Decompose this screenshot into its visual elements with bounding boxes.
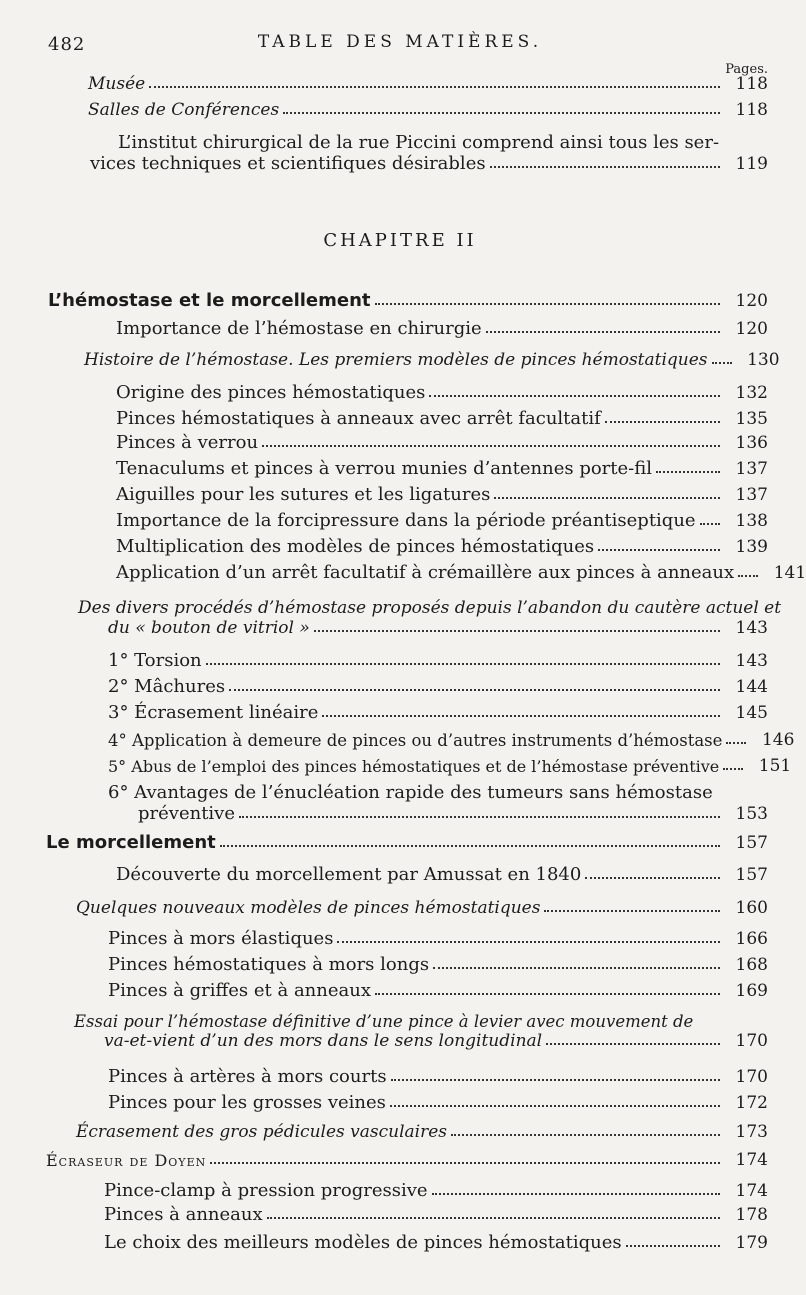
toc-entry (108, 702, 768, 723)
toc-entry-multiline (74, 1012, 768, 1051)
toc-entry-label: Quelques nouveaux modèles de pinces hémostatiques (76, 898, 541, 918)
page-header (0, 28, 800, 58)
toc-entry-page: 118 (735, 100, 768, 120)
dot-leader (451, 1134, 720, 1136)
toc-entry-page: 143 (735, 651, 768, 671)
toc-entry-page: 132 (735, 383, 768, 403)
dot-leader (391, 1079, 720, 1081)
dot-leader (723, 768, 743, 770)
toc-entry-page: 145 (735, 703, 768, 723)
dot-leader (210, 1162, 720, 1164)
dot-leader (486, 331, 720, 333)
dot-leader (283, 112, 720, 114)
toc-entry (108, 1092, 768, 1113)
dot-leader (390, 1105, 720, 1107)
dot-leader (490, 166, 720, 168)
toc-entry-label: Histoire de l’hémostase. Les premiers modèles de pinces hémostatiques (84, 350, 708, 370)
dot-leader (626, 1245, 720, 1247)
toc-entry-label: Découverte du morcellement par Amussat en 1840 (116, 864, 582, 885)
toc-entry-label: Pinces hémostatiques à mors longs (108, 954, 430, 975)
toc-entry (108, 650, 768, 671)
dot-leader (322, 715, 720, 717)
toc-entry (88, 74, 768, 94)
toc-entry-label: Multiplication des modèles de pinces hémostatiques (116, 536, 595, 557)
toc-entry-label: Pinces hémostatiques à anneaux avec arrêt facultatif (116, 408, 601, 429)
toc-entry-label: Musée (88, 74, 146, 94)
toc-entry-page: 166 (735, 929, 768, 949)
toc-entry-page: 178 (735, 1205, 768, 1225)
toc-entry-label: Pinces à mors élastiques (108, 928, 334, 949)
toc-section-label: Le morcellement (46, 832, 216, 853)
dot-leader (738, 575, 758, 577)
dot-leader (239, 816, 720, 818)
toc-entry-label: Écrasement des gros pédicules vasculaires (76, 1122, 447, 1142)
dot-leader (314, 630, 720, 632)
toc-entry (88, 100, 768, 120)
toc-entry-page: 120 (735, 319, 768, 339)
dot-leader (206, 663, 720, 665)
toc-entry (84, 350, 780, 370)
dot-leader (544, 910, 720, 912)
chapter-title: CHAPITRE II (323, 230, 477, 251)
toc-entry-label: préventive (138, 803, 236, 824)
toc-entry-page: 170 (735, 1067, 768, 1087)
toc-entry-label: 1° Torsion (108, 650, 202, 671)
toc-entry-page: 138 (735, 511, 768, 531)
toc-entry-page: 139 (735, 537, 768, 557)
toc-section-label: Écraseur de Doyen (46, 1151, 207, 1170)
toc-entry (116, 536, 768, 557)
toc-entry (46, 1150, 768, 1170)
running-title: TABLE DES MATIÈRES. (257, 32, 543, 52)
institut-paragraph (90, 132, 768, 174)
toc-entry (46, 832, 768, 853)
toc-entry-label: Essai pour l’hémostase définitive d’une pince à levier avec mouvement de (74, 1012, 694, 1031)
toc-entry-page: 157 (735, 865, 768, 885)
toc-entry (116, 510, 768, 531)
toc-entry-page: 143 (735, 618, 768, 638)
dot-leader (433, 967, 720, 969)
dot-leader (337, 941, 720, 943)
toc-entry-page: 136 (735, 433, 768, 453)
page-number: 482 (48, 34, 86, 55)
toc-entry (76, 898, 768, 918)
dot-leader (429, 395, 720, 397)
dot-leader (375, 303, 721, 305)
toc-entry (76, 1122, 768, 1142)
dot-leader (605, 421, 720, 423)
toc-entry-page: 135 (735, 409, 768, 429)
toc-entry (108, 954, 768, 975)
toc-section-label: L’hémostase et le morcellement (48, 290, 371, 311)
toc-entry-page: 174 (735, 1181, 768, 1201)
dot-leader (375, 993, 720, 995)
toc-entry-label: Pinces à artères à mors courts (108, 1066, 387, 1087)
toc-entry-label: 2° Mâchures (108, 676, 226, 697)
toc-entry-label: Pinces à anneaux (104, 1204, 263, 1225)
toc-entry (116, 382, 768, 403)
toc-entry-label: Pinces pour les grosses veines (108, 1092, 386, 1113)
toc-entry (108, 730, 795, 750)
toc-entry-page: 130 (747, 350, 780, 370)
toc-entry (116, 562, 806, 583)
toc-entry (108, 676, 768, 697)
toc-entry-page: 151 (758, 756, 792, 776)
toc-entry-page: 157 (735, 833, 768, 853)
toc-entry-label: Aiguilles pour les sutures et les ligatures (116, 484, 491, 505)
toc-entry-label: Pince-clamp à pression progressive (104, 1180, 428, 1201)
toc-entry-label: Tenaculums et pinces à verrou munies d’antennes porte-fil (116, 458, 653, 479)
toc-entry-page: 141 (773, 563, 806, 583)
toc-entry-multiline (108, 782, 768, 824)
toc-entry-label: 3° Écrasement linéaire (108, 702, 319, 723)
toc-entry-page: 144 (735, 677, 768, 697)
toc-entry (104, 1204, 768, 1225)
toc-entry-label: Importance de l’hémostase en chirurgie (116, 318, 482, 339)
toc-entry-page: 174 (735, 1150, 768, 1170)
toc-entry (116, 458, 768, 479)
toc-entry-page: 169 (735, 981, 768, 1001)
dot-leader (262, 445, 720, 447)
toc-entry (116, 484, 768, 505)
dot-leader (494, 497, 720, 499)
dot-leader (656, 471, 720, 473)
toc-entry (108, 1066, 768, 1087)
toc-entry (116, 432, 768, 453)
dot-leader (546, 1043, 720, 1045)
toc-entry-page: 146 (761, 730, 795, 750)
dot-leader (149, 86, 720, 88)
dot-leader (432, 1193, 720, 1195)
toc-entry-page: 168 (735, 955, 768, 975)
toc-entry-label: Des divers procédés d’hémostase proposés depuis l’abandon du cautère actuel et (78, 598, 782, 618)
toc-entry-page: 170 (735, 1031, 768, 1051)
dot-leader (229, 689, 720, 691)
toc-entry-page: 160 (735, 898, 768, 918)
toc-entry-label: Application d’un arrêt facultatif à crémaillère aux pinces à anneaux (116, 562, 735, 583)
toc-entry (108, 756, 792, 776)
dot-leader (712, 362, 732, 364)
toc-entry (104, 1232, 768, 1253)
toc-entry-label: du « bouton de vitriol » (108, 618, 310, 638)
toc-entry-multiline (78, 598, 782, 638)
pages-column-label: Pages. (725, 62, 768, 77)
toc-entry-label: 5° Abus de l’emploi des pinces hémostatiques et de l’hémostase préventive (108, 757, 720, 776)
paragraph-line: vices techniques et scientifiques désirables (90, 153, 486, 174)
toc-entry-label: 6° Avantages de l’énucléation rapide des tumeurs sans hémostase (108, 782, 713, 803)
toc-entry-page: 120 (735, 291, 768, 311)
toc-entry (104, 1180, 768, 1201)
toc-entry (116, 318, 768, 339)
toc-entry (116, 408, 768, 429)
dot-leader (267, 1217, 720, 1219)
toc-entry-page: 173 (735, 1122, 768, 1142)
toc-entry (108, 928, 768, 949)
dot-leader (726, 742, 746, 744)
toc-entry-page: 137 (735, 459, 768, 479)
dot-leader (598, 549, 720, 551)
toc-entry-page: 179 (735, 1233, 768, 1253)
toc-entry-label: Le choix des meilleurs modèles de pinces hémostatiques (104, 1232, 622, 1253)
dot-leader (585, 877, 720, 879)
toc-entry-page: 153 (735, 804, 768, 824)
toc-entry-label: va-et-vient d’un des mors dans le sens longitudinal (104, 1031, 543, 1051)
toc-entry-label: Salles de Conférences (88, 100, 280, 120)
toc-entry-label: Pinces à verrou (116, 432, 259, 453)
toc-entry-page: 118 (735, 74, 768, 94)
paragraph-line: L’institut chirurgical de la rue Piccini comprend ainsi tous les ser- (118, 132, 720, 153)
dot-leader (220, 845, 720, 847)
toc-entry-page: 119 (735, 154, 768, 174)
toc-entry-label: Importance de la forcipressure dans la période préantiseptique (116, 510, 696, 531)
toc-entry (116, 864, 768, 885)
toc-entry-label: 4° Application à demeure de pinces ou d’autres instruments d’hémostase (108, 731, 723, 750)
dot-leader (700, 523, 720, 525)
toc-entry (48, 290, 768, 311)
toc-entry-page: 172 (735, 1093, 768, 1113)
toc-entry (108, 980, 768, 1001)
toc-entry-label: Origine des pinces hémostatiques (116, 382, 426, 403)
toc-entry-label: Pinces à griffes et à anneaux (108, 980, 371, 1001)
toc-entry-page: 137 (735, 485, 768, 505)
